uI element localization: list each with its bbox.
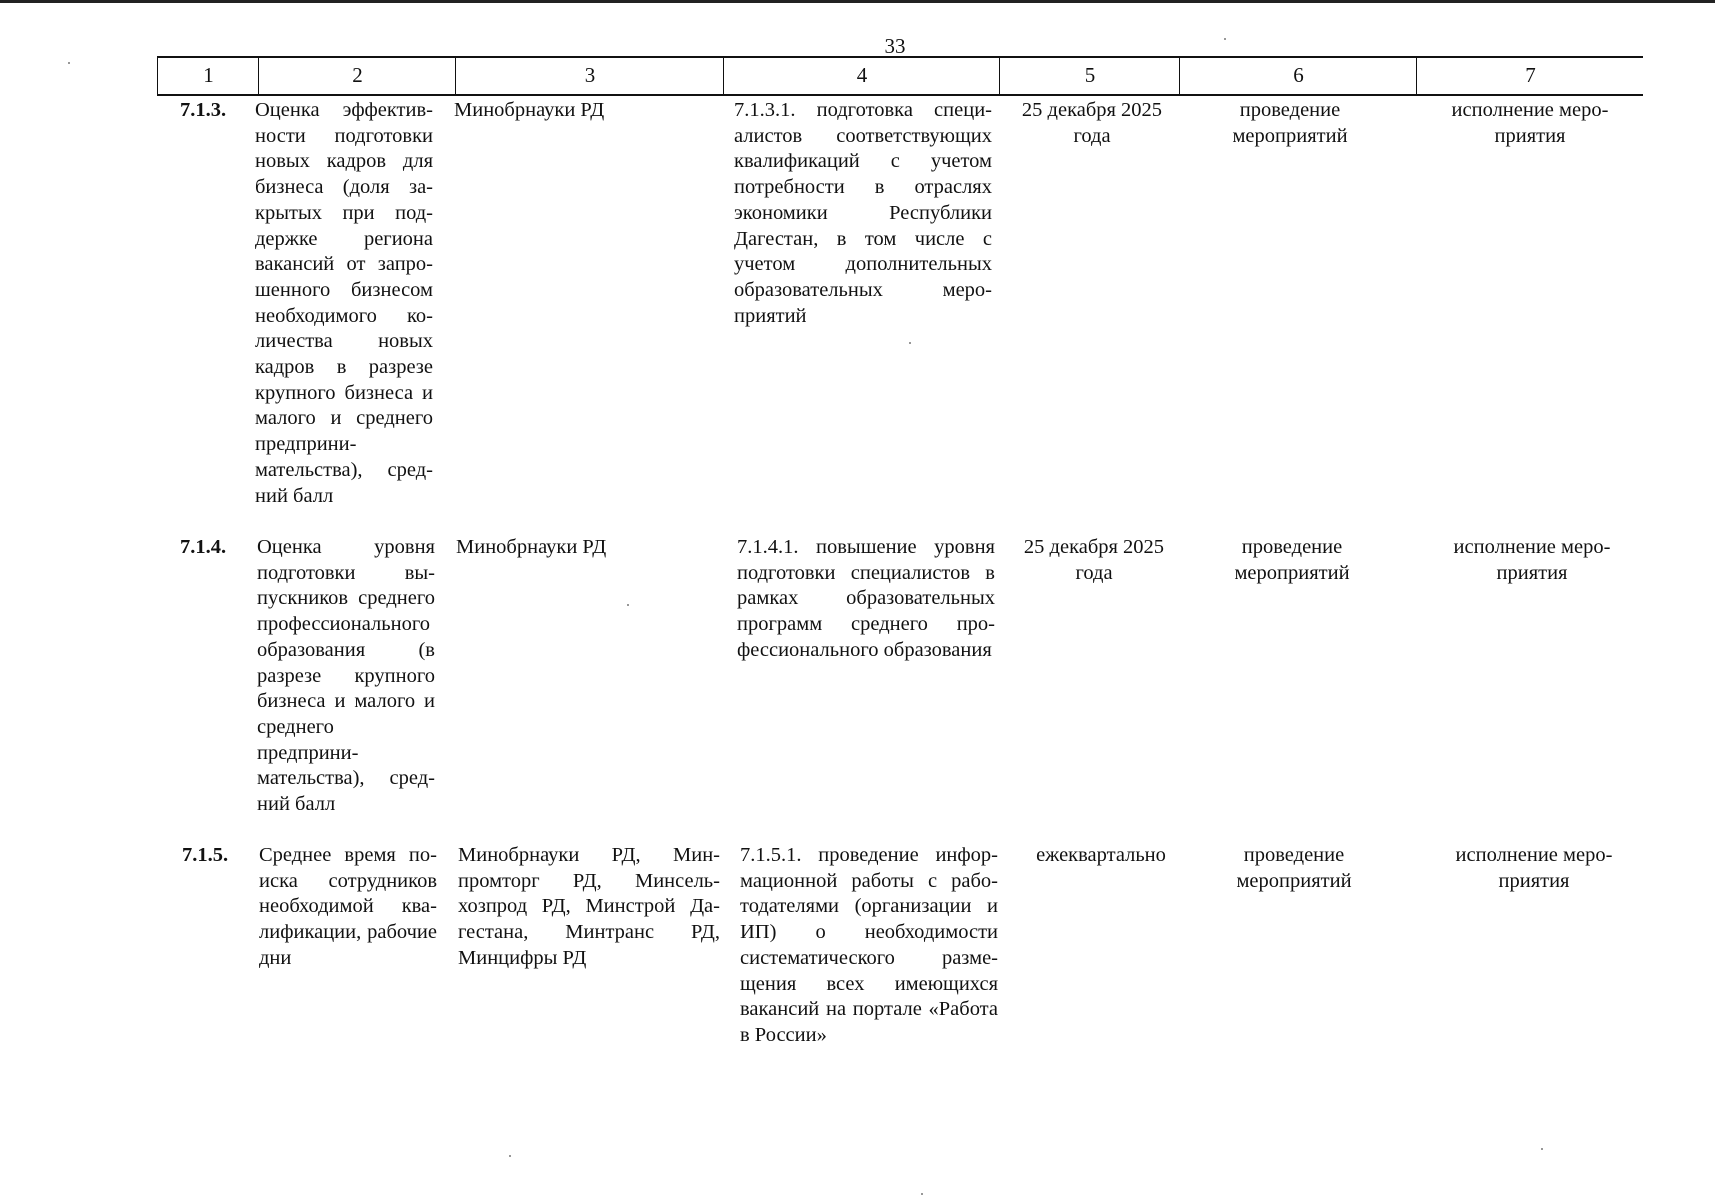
deadline-cell: ежеквартально (1036, 844, 1166, 866)
control-cell: исполнение мероприятия (1453, 536, 1611, 584)
column-header-2: 2 (258, 58, 456, 94)
scan-speck (921, 1193, 923, 1195)
indicator-cell: Оценка эффективности подготовки новых кадров для бизнеса (доля закрытых при поддержке региона вакансий от запрошенного бизнесом необходимого количества новых кадров в разрезе крупного бизнеса и малого и среднего предпринимательства), средний балл (255, 99, 433, 507)
table-header-row (157, 56, 1643, 96)
result-type-cell: проведение мероприятий (1232, 99, 1348, 147)
deadline-cell: 25 декабря 2025 года (1023, 536, 1165, 584)
indicator-cell: Оценка уровня подготовки выпускников среднего профессионального образования (в разрезе крупного бизнеса и малого и среднего предпринимательства), средний балл (257, 536, 435, 816)
indicator-cell: Среднее время поиска сотрудников необходимой квалификации, рабочие дни (259, 844, 437, 969)
page-number: 33 (884, 34, 906, 58)
row-number: 7.1.5. (181, 844, 229, 866)
responsible-cell: Минобрнауки РД (454, 99, 605, 121)
column-header-7: 7 (1416, 58, 1644, 94)
deadline-cell: 25 декабря 2025 года (1021, 99, 1163, 147)
measure-cell: 7.1.4.1. повышение уровня подготовки специалистов в рамках образовательных программ среднего профессионального образования (737, 536, 995, 661)
control-cell: исполнение мероприятия (1455, 844, 1613, 892)
row-number: 7.1.4. (179, 536, 227, 558)
column-header-6: 6 (1179, 58, 1417, 94)
column-header-5: 5 (999, 58, 1180, 94)
measure-cell: 7.1.5.1. проведение информационной работы с работодателями (организации и ИП) о необходимости систематического размещения всех имеющихся вакансий на портале «Работа в России» (740, 844, 998, 1046)
column-header-4: 4 (723, 58, 1000, 94)
scan-speck (509, 1155, 511, 1157)
scan-speck (909, 342, 911, 344)
result-type-cell: проведение мероприятий (1234, 536, 1350, 584)
control-cell: исполнение мероприятия (1451, 99, 1609, 147)
responsible-cell: Минобрнауки РД, Минпромторг РД, Минсельхозпрод РД, Минстрой Дагестана, Минтранс РД, Минцифры РД (458, 844, 720, 969)
scan-speck (627, 604, 629, 606)
responsible-cell: Минобрнауки РД (456, 536, 607, 558)
scan-speck (1541, 1148, 1543, 1150)
scan-speck (68, 62, 70, 64)
measure-cell: 7.1.3.1. подготовка специалистов соответствующих квалификаций с учетом потребности в отраслях экономики Республики Дагестан, в том числе с учетом дополнительных образовательных мероприятий (734, 99, 992, 327)
row-number: 7.1.3. (179, 99, 227, 121)
scan-speck (1224, 38, 1226, 40)
column-header-1: 1 (157, 58, 259, 94)
scan-top-edge (0, 0, 1715, 3)
column-header-3: 3 (455, 58, 724, 94)
result-type-cell: проведение мероприятий (1236, 844, 1352, 892)
